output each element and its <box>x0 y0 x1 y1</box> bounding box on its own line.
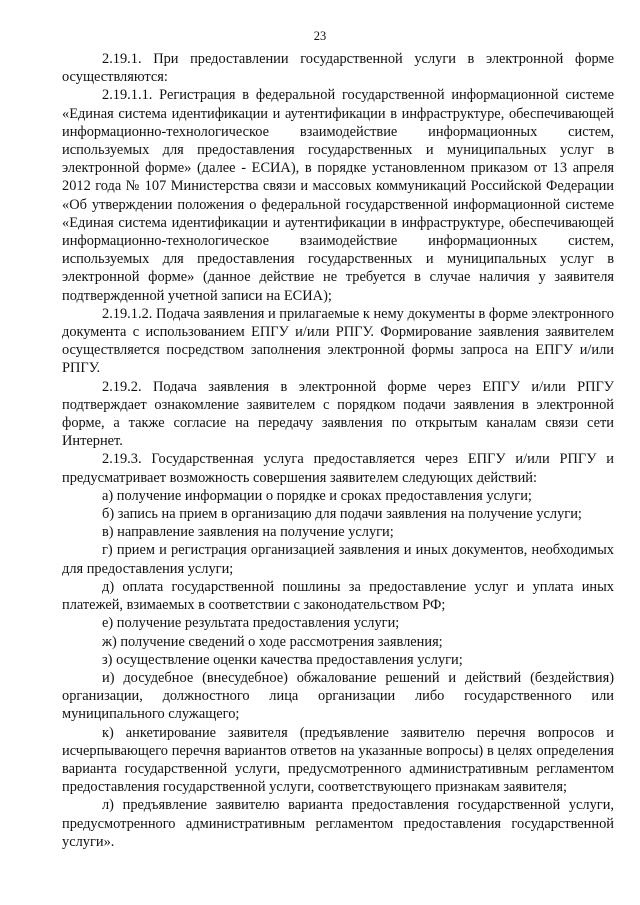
paragraph-2-19-2: 2.19.2. Подача заявления в электронной форме через ЕПГУ и/или РПГУ подтверждает ознакомление заявителем с порядком подачи заявления в электронной форме, а также согласие на передачу заявления по открытым каналам связи сети Интернет. <box>62 378 614 450</box>
paragraph-2-19-1-2: 2.19.1.2. Подача заявления и прилагаемые к нему документы в форме электронного документа с использованием ЕПГУ и/или РПГУ. Формирование заявления заявителем осуществляется посредством заполнения электронной формы запроса на ЕПГУ и/или РПГУ. <box>62 305 614 377</box>
page-number: 23 <box>313 29 327 43</box>
list-item-b: б) запись на прием в организацию для подачи заявления на получение услуги; <box>102 506 582 523</box>
paragraph-2-19-1: 2.19.1. При предоставлении государственной услуги в электронной форме осуществляются: <box>62 51 614 86</box>
paragraph-2-19-1-1: 2.19.1.1. Регистрация в федеральной государственной информационной системе «Единая система идентификации и аутентификации в инфраструктуре, обеспечивающей информационно-технологическое взаимодействие информационных систем, используемых для предоставления государственных и муниципальных услуг в электронной форме» (далее - ЕСИА), в порядке установленном приказом от 13 апреля 2012 года № 107 Министерства связи и массовых коммуникаций Российской Федерации «Об утверждении положения о федеральной государственной информационной системе «Единая система идентификации и аутентификации в инфраструктуре, обеспечивающей информационно-технологическое взаимодействие информационных систем, используемых для предоставления государственных и муниципальных услуг в электронной форме» (данное действие не требуется в случае наличия у заявителя подтвержденной учетной записи на ЕСИА); <box>62 87 614 304</box>
document-body <box>62 50 614 851</box>
list-item-e: е) получение результата предоставления услуги; <box>102 615 400 632</box>
list-item-g: г) прием и регистрация организацией заявления и иных документов, необходимых для предоставления услуги; <box>62 542 614 577</box>
list-item-d: д) оплата государственной пошлины за предоставление услуг и уплата иных платежей, взимаемых в соответствии с законодательством РФ; <box>62 578 614 614</box>
list-item-zh: ж) получение сведений о ходе рассмотрения заявления; <box>102 633 443 650</box>
list-item-v: в) направление заявления на получение услуги; <box>102 524 394 541</box>
paragraph-2-19-3: 2.19.3. Государственная услуга предоставляется через ЕПГУ и/или РПГУ и предусматривает возможность совершения заявителем следующих действий: <box>62 451 614 486</box>
list-item-a: а) получение информации о порядке и сроках предоставления услуги; <box>102 487 532 504</box>
list-item-z: з) осуществление оценки качества предоставления услуги; <box>102 651 463 668</box>
list-item-k: к) анкетирование заявителя (предъявление заявителю перечня вопросов и исчерпывающего перечня вариантов ответов на указанные вопросы) в целях определения варианта государственной услуги, предусмотренного административным регламентом предоставления государственной услуги, соответствующего признакам заявителя; <box>62 724 614 796</box>
list-item-i: и) досудебное (внесудебное) обжалование решений и действий (бездействия) организации, должностного лица организации либо государственного или муниципального служащего; <box>62 669 614 723</box>
list-item-l: л) предъявление заявителю варианта предоставления государственной услуги, предусмотренного административным регламентом предоставления государственной услуги». <box>62 797 614 850</box>
